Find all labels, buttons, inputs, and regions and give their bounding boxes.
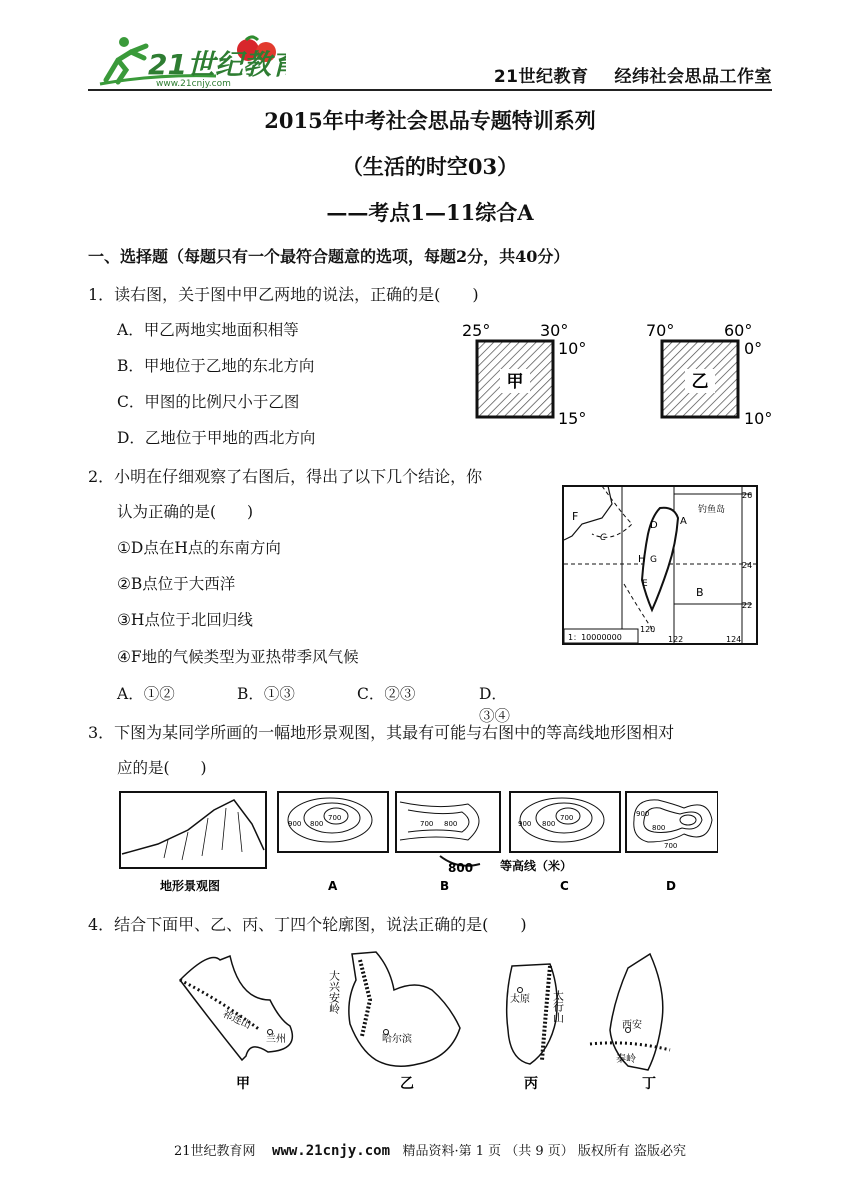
map-yi <box>646 321 772 428</box>
d-800: 800 <box>652 824 666 832</box>
footer-right: 精品资料·第 1 页 （共 9 页） 版权所有 盗版必究 <box>402 1144 687 1159</box>
q3-figure <box>118 790 718 896</box>
lanzhou-label: 兰州 <box>266 1034 286 1045</box>
jia-label: 甲 <box>506 372 524 392</box>
logo-url: www.21cnjy.com <box>156 79 231 88</box>
header-divider <box>88 89 772 91</box>
yi-lat-top: 0° <box>744 339 763 358</box>
outline-yi <box>328 952 461 1092</box>
point-e: E <box>642 579 648 589</box>
outline-label-ding: 丁 <box>642 1076 656 1092</box>
header-studio: 经纬社会思品工作室 <box>614 67 772 87</box>
q1-figure <box>460 316 800 432</box>
d-700: 700 <box>664 842 678 850</box>
q2-option-b: B．①③ <box>237 685 295 703</box>
footer <box>0 1140 860 1159</box>
a-800: 800 <box>310 820 324 828</box>
contour-a <box>278 792 388 893</box>
landscape-label: 地形景观图 <box>160 879 221 893</box>
label-a: A <box>328 879 338 893</box>
logo-text: 21世纪教育 <box>148 48 286 81</box>
label-c: C <box>560 879 569 893</box>
title-line2: （生活的时空03） <box>341 154 519 179</box>
a-900: 900 <box>288 820 302 828</box>
contour-b <box>396 792 500 893</box>
title-line1: 2015年中考社会思品专题特训系列 <box>264 108 596 133</box>
diaoyu-label: 钓鱼岛 <box>698 505 726 515</box>
q1-option-b: B．甲地位于乙地的东北方向 <box>117 357 315 375</box>
logo <box>96 30 286 88</box>
point-f: F <box>572 510 579 523</box>
q3-stem-1: 3．下图为某同学所画的一幅地形景观图，其最有可能与右图中的等高线地形图相对 <box>88 723 675 742</box>
qilian-label: 祁连山 <box>220 1008 253 1032</box>
lon-122-label: 122 <box>668 635 684 644</box>
q2-item-3: ③H点位于北回归线 <box>117 611 253 629</box>
jia-lat-top: 10° <box>558 339 587 358</box>
taihang-label: 太行山 <box>551 990 565 1023</box>
point-h: H <box>638 554 646 565</box>
harbin-label: 哈尔滨 <box>382 1034 412 1045</box>
c-800: 800 <box>542 820 556 828</box>
label-d: D <box>666 879 676 893</box>
taiyuan-label: 太原 <box>510 994 530 1005</box>
yi-lon-right: 60° <box>724 321 753 340</box>
yi-lon-left: 70° <box>646 321 675 340</box>
q4-figure <box>150 940 710 1102</box>
scale-label: 1：10000000 <box>568 633 622 642</box>
header-right <box>468 62 772 87</box>
point-b: B <box>696 586 704 599</box>
xian-label: 西安 <box>622 1020 642 1031</box>
a-700: 700 <box>328 814 342 822</box>
legend-text: 等高线（米） <box>500 859 573 873</box>
label-b: B <box>440 879 450 893</box>
q2-item-4: ④F地的气候类型为亚热带季风气候 <box>117 648 359 666</box>
outline-label-jia: 甲 <box>236 1076 250 1092</box>
lon-124-label: 124 <box>726 635 742 644</box>
point-a: A <box>680 516 687 527</box>
q4-stem: 4．结合下面甲、乙、丙、丁四个轮廓图，说法正确的是( ) <box>88 915 527 934</box>
outline-label-bing: 丙 <box>524 1076 538 1092</box>
c-900: 900 <box>518 820 532 828</box>
q1-option-c: C．甲图的比例尺小于乙图 <box>117 393 300 411</box>
section-heading: 一、选择题（每题只有一个最符合题意的选项，每题2分，共40分） <box>88 247 570 266</box>
lon-120-label: 120 <box>640 625 656 634</box>
contour-c <box>510 792 620 893</box>
lat-24-label: 24 <box>742 561 753 570</box>
footer-url[interactable]: www.21cnjy.com <box>272 1143 391 1159</box>
header-org: 21世纪教育 <box>493 67 589 87</box>
jia-lat-bottom: 15° <box>558 409 587 428</box>
q2-stem-1: 2．小明在仔细观察了右图后，得出了以下几个结论，你 <box>88 467 483 486</box>
outline-jia <box>180 956 292 1092</box>
q1-option-d: D．乙地位于甲地的西北方向 <box>117 429 316 447</box>
jia-lon-left: 25° <box>462 321 491 340</box>
yi-lat-bottom: 10° <box>744 409 773 428</box>
lat-22-label: 22 <box>742 601 753 610</box>
c-700: 700 <box>560 814 574 822</box>
point-g: G <box>650 555 657 565</box>
lat-26-label: 26 <box>742 491 753 500</box>
q2-stem-2: 认为正确的是( ) <box>117 503 254 521</box>
yi-label: 乙 <box>691 372 709 392</box>
q2-item-1: ①D点在H点的东南方向 <box>117 539 281 557</box>
contour-legend <box>440 856 572 875</box>
daxinganling-label: 大兴安岭 <box>327 970 341 1014</box>
outline-ding <box>590 954 670 1092</box>
outline-bing <box>507 964 565 1092</box>
contour-d <box>626 792 718 893</box>
point-c: C <box>600 533 607 543</box>
point-d: D <box>650 520 658 531</box>
q2-item-2: ②B点位于大西洋 <box>117 575 236 593</box>
b-800: 800 <box>444 820 458 828</box>
q2-option-d: D．③④ <box>479 685 511 725</box>
b-700: 700 <box>420 820 434 828</box>
map-jia <box>462 321 586 428</box>
q1-option-a: A．甲乙两地实地面积相等 <box>117 321 299 339</box>
jia-lon-right: 30° <box>540 321 569 340</box>
q2-option-a: A．①② <box>117 685 175 703</box>
outline-label-yi: 乙 <box>400 1076 414 1092</box>
q3-stem-2: 应的是( ) <box>117 759 207 777</box>
q2-taiwan-map <box>562 484 762 646</box>
title-line3: ——考点1—11综合A <box>326 200 534 225</box>
q2-option-c: C．②③ <box>357 685 416 703</box>
landscape-panel <box>120 792 266 893</box>
legend-800: 800 <box>448 861 474 875</box>
qinling-label: 秦岭 <box>616 1054 636 1065</box>
footer-left: 21世纪教育网 <box>173 1144 256 1159</box>
d-900: 900 <box>636 810 650 818</box>
q1-stem: 1．读右图，关于图中甲乙两地的说法，正确的是( ) <box>88 285 479 304</box>
